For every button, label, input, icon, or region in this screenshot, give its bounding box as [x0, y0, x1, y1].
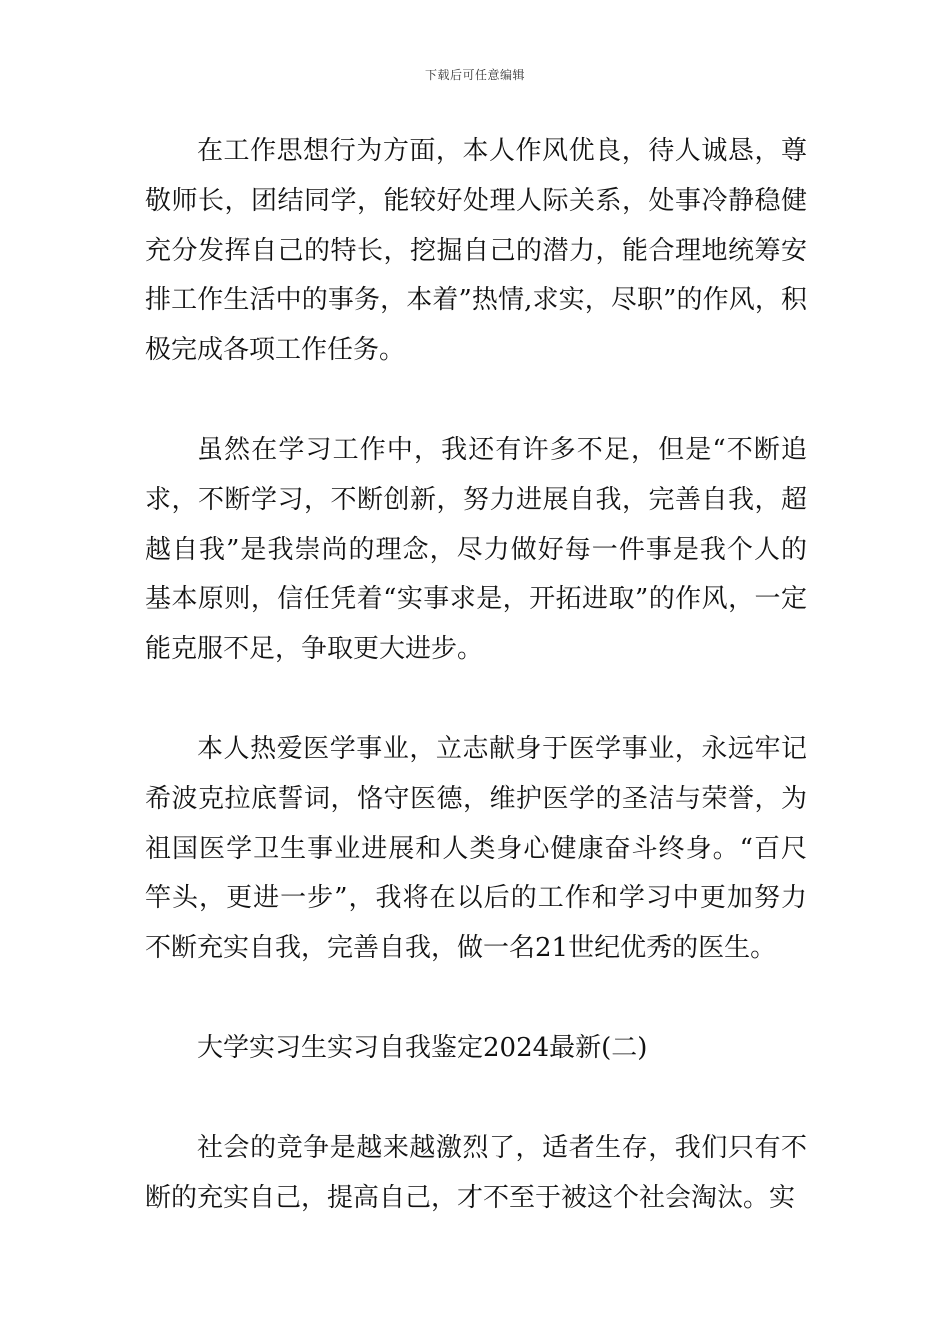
paragraph-work-attitude: 在工作思想行为方面，本人作风优良，待人诚恳，尊敬师长，团结同学，能较好处理人际关系，处事冷静稳健充分发挥自己的特长，挖掘自己的潜力，能合理地统筹安排工作生活中的事务，本着”热情,求实，尽职”的作风，积极完成各项工作任务。 [145, 136, 807, 366]
document-body [145, 127, 807, 1273]
paragraph-social-competition: 社会的竞争是越来越激烈了，适者生存，我们只有不断的充实自己，提高自己，才不至于被这个社会淘汰。实 [145, 1132, 807, 1213]
section-heading: 大学实习生实习自我鉴定2024最新(二) [197, 1032, 648, 1063]
page-header-note: 下载后可任意编辑 [424, 68, 525, 82]
paragraph-self-improvement: 虽然在学习工作中，我还有许多不足，但是“不断追求，不断学习，不断创新，努力进展自我，完善自我，超越自我”是我崇尚的理念，尽力做好每一件事是我个人的基本原则，信任凭着“实事求是，开拓进取”的作风，一定能克服不足，争取更大进步。 [145, 434, 807, 665]
paragraph-medical-career: 本人热爱医学事业，立志献身于医学事业，永远牢记希波克拉底誓词，恪守医德，维护医学的圣洁与荣誉，为祖国医学卫生事业进展和人类身心健康奋斗终身。“百尺竿头，更进一步”，我将在以后的工作和学习中更加努力不断充实自我，完善自我，做一名21世纪优秀的医生。 [145, 733, 807, 964]
